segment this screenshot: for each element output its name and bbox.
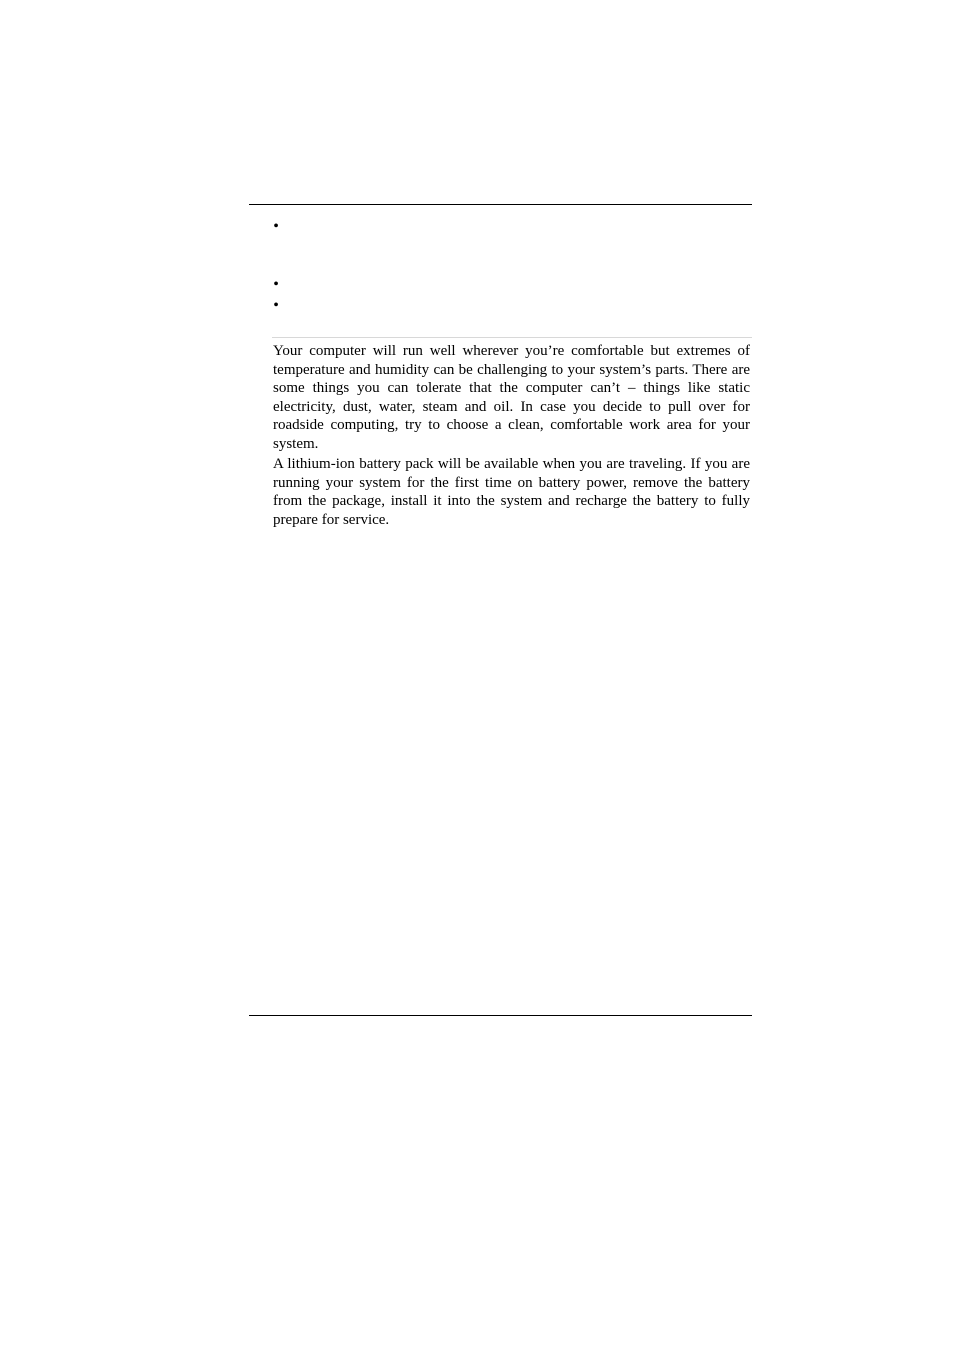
- bullet-marker-1: •: [273, 218, 279, 235]
- paragraph-environment: Your computer will run well wherever you’re comfortable but extremes of temperature and humidity can be challenging to your system’s parts. There are some things you can tolerate that the computer can’t – things like static electricity, dust, water, steam and oil. In case you decide to pull over for roadside computing, try to choose a clean, comfortable work area for your system.: [273, 343, 750, 452]
- paragraph-battery: A lithium-ion battery pack will be available when you are traveling. If you are running your system for the first time on battery power, remove the battery from the package, install it into the system and recharge the battery to fully prepare for service.: [273, 456, 750, 528]
- bullet-marker-3: •: [273, 297, 279, 314]
- header-rule: [249, 204, 752, 205]
- bullet-marker-2: •: [273, 276, 279, 293]
- footer-rule: [249, 1015, 752, 1016]
- section-separator: [272, 337, 752, 338]
